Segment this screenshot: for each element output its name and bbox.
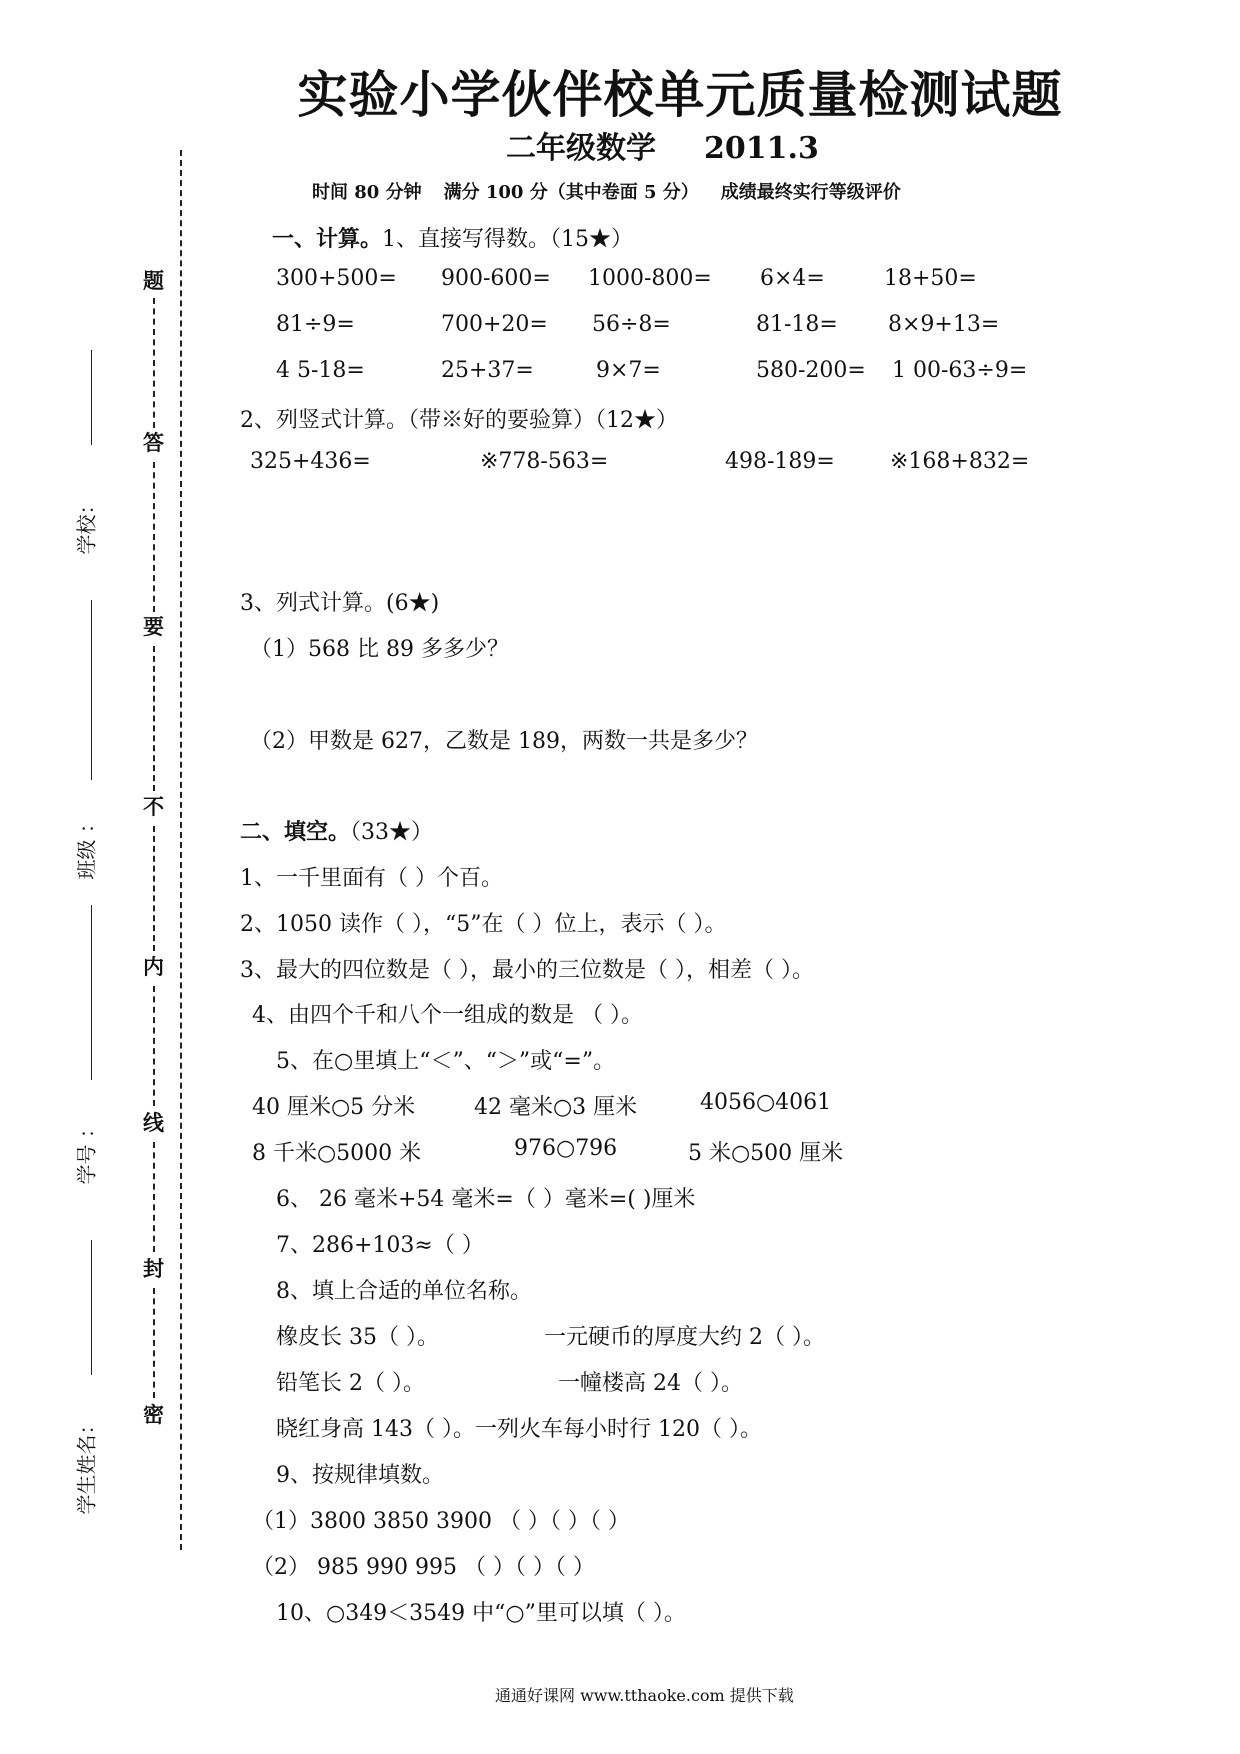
q3-label: 3、列式计算。(6★) bbox=[240, 591, 440, 616]
seal-dash bbox=[153, 462, 155, 612]
meta-score: 满分 100 分（其中卷面 5 分） bbox=[443, 182, 699, 203]
q8-item: 一元硬币的厚度大约 2（ ）。 bbox=[544, 1325, 825, 1350]
seal-dash bbox=[153, 1288, 155, 1398]
section1-heading: 一、计算。 bbox=[272, 226, 383, 252]
fill-line-q10: 10、○349＜3549 中“○”里可以填（ ）。 bbox=[276, 1601, 686, 1626]
seal-char: 密 bbox=[143, 1402, 164, 1427]
q3-item: （1）568 比 89 多多少？ bbox=[250, 637, 509, 662]
compare-item: 42 毫米○3 厘米 bbox=[474, 1095, 638, 1120]
q1-item: 81÷9= bbox=[276, 312, 355, 337]
q9-row: （1）3800 3850 3900 （ ）（ ）（ ） bbox=[252, 1509, 630, 1534]
seal-char: 要 bbox=[143, 614, 164, 639]
q8-item: 橡皮长 35（ ）。 bbox=[276, 1325, 439, 1350]
compare-item: 4056○4061 bbox=[700, 1090, 832, 1115]
seal-dash bbox=[153, 986, 155, 1106]
q2-item: ※778-563= bbox=[480, 449, 609, 474]
subtitle bbox=[506, 123, 819, 167]
binding-dashed-line bbox=[180, 150, 182, 1550]
exam-meta bbox=[312, 178, 901, 204]
q1-item: 25+37= bbox=[441, 358, 534, 383]
compare-item: 976○796 bbox=[514, 1136, 618, 1161]
school-underline bbox=[91, 350, 92, 445]
seal-dash bbox=[153, 646, 155, 791]
q1-item: 9×7= bbox=[596, 358, 661, 383]
student-name-label: 学生姓名： bbox=[74, 1414, 99, 1515]
page-title: 实验小学伙伴校单元质量检测试题 bbox=[297, 66, 1063, 124]
q1-item: 1000-800= bbox=[588, 266, 712, 291]
fill-line-q7: 7、286+103≈（ ） bbox=[276, 1233, 484, 1258]
compare-item: 5 米○500 厘米 bbox=[688, 1141, 844, 1166]
seal-dash bbox=[153, 826, 155, 951]
seal-char: 封 bbox=[143, 1256, 164, 1281]
subtitle-subject: 二年级数学 bbox=[506, 131, 656, 166]
q1-item: 81-18= bbox=[756, 312, 838, 337]
fill-line: 3、最大的四位数是（ ），最小的三位数是（ ），相差（ ）。 bbox=[240, 958, 814, 983]
fill-line: 4、由四个千和八个一组成的数是 （ ）。 bbox=[252, 1003, 643, 1028]
seal-dash bbox=[153, 298, 155, 428]
q1-item: 700+20= bbox=[441, 312, 548, 337]
q1-item: 18+50= bbox=[884, 266, 977, 291]
section1-heading-line bbox=[272, 222, 633, 253]
seal-dash bbox=[153, 1142, 155, 1252]
meta-time: 时间 80 分钟 bbox=[312, 182, 422, 203]
q8-item: 晓红身高 143（ ）。一列火车每小时行 120（ ）。 bbox=[276, 1417, 762, 1442]
section2-score: （33★） bbox=[350, 820, 434, 845]
q1-item: 580-200= bbox=[756, 358, 866, 383]
q2-item: ※168+832= bbox=[890, 449, 1030, 474]
class-label: 班级 ： bbox=[74, 813, 99, 880]
class-underline bbox=[91, 600, 92, 780]
section2-heading: 二、填空。 bbox=[240, 819, 351, 845]
seal-char: 不 bbox=[143, 794, 164, 819]
q1-item: 56÷8= bbox=[592, 312, 671, 337]
seal-char: 线 bbox=[143, 1110, 164, 1135]
q1-item: 1 00-63÷9= bbox=[892, 358, 1028, 383]
fill-line: 5、在○里填上“＜”、“＞”或“=”。 bbox=[276, 1049, 616, 1074]
student-name-underline bbox=[91, 1240, 92, 1375]
fill-line: 1、一千里面有（ ）个百。 bbox=[240, 866, 503, 891]
q1-item: 300+500= bbox=[276, 266, 397, 291]
q1-item: 8×9+13= bbox=[888, 312, 1000, 337]
q9-row: （2） 985 990 995 （ ）（ ）（ ） bbox=[252, 1555, 595, 1580]
student-id-underline bbox=[91, 905, 92, 1080]
student-id-label: 学号 ： bbox=[74, 1118, 99, 1185]
compare-item: 8 千米○5000 米 bbox=[252, 1141, 422, 1166]
q3-item: （2）甲数是 627，乙数是 189，两数一共是多少？ bbox=[250, 729, 758, 754]
fill-line: 2、1050 读作（ ），“5”在（ ）位上，表示（ ）。 bbox=[240, 912, 727, 937]
compare-item: 40 厘米○5 分米 bbox=[252, 1095, 416, 1120]
section2-heading-line bbox=[240, 815, 433, 846]
subtitle-date: 2011.3 bbox=[704, 131, 819, 166]
footer-credit: 通通好课网 www.tthaoke.com 提供下载 bbox=[495, 1686, 794, 1705]
seal-char: 答 bbox=[143, 430, 164, 455]
q1-item: 900-600= bbox=[441, 266, 551, 291]
q1-item: 4 5-18= bbox=[276, 358, 365, 383]
fill-line-q6: 6、 26 毫米+54 毫米=（ ）毫米=( )厘米 bbox=[276, 1187, 696, 1212]
q9-label: 9、按规律填数。 bbox=[276, 1463, 444, 1488]
q1-label: 1、直接写得数。（15★） bbox=[382, 227, 634, 252]
q2-label: 2、列竖式计算。（带※好的要验算）（12★） bbox=[240, 408, 678, 433]
seal-char: 内 bbox=[143, 954, 164, 979]
q8-label: 8、填上合适的单位名称。 bbox=[276, 1279, 532, 1304]
q2-item: 325+436= bbox=[250, 449, 371, 474]
q2-item: 498-189= bbox=[725, 449, 835, 474]
seal-char: 题 bbox=[143, 268, 164, 293]
meta-grading: 成绩最终实行等级评价 bbox=[720, 182, 901, 203]
q8-item: 一幢楼高 24（ ）。 bbox=[558, 1371, 743, 1396]
q1-item: 6×4= bbox=[760, 266, 825, 291]
school-label: 学校： bbox=[74, 494, 99, 555]
q8-item: 铅笔长 2（ ）。 bbox=[276, 1371, 425, 1396]
